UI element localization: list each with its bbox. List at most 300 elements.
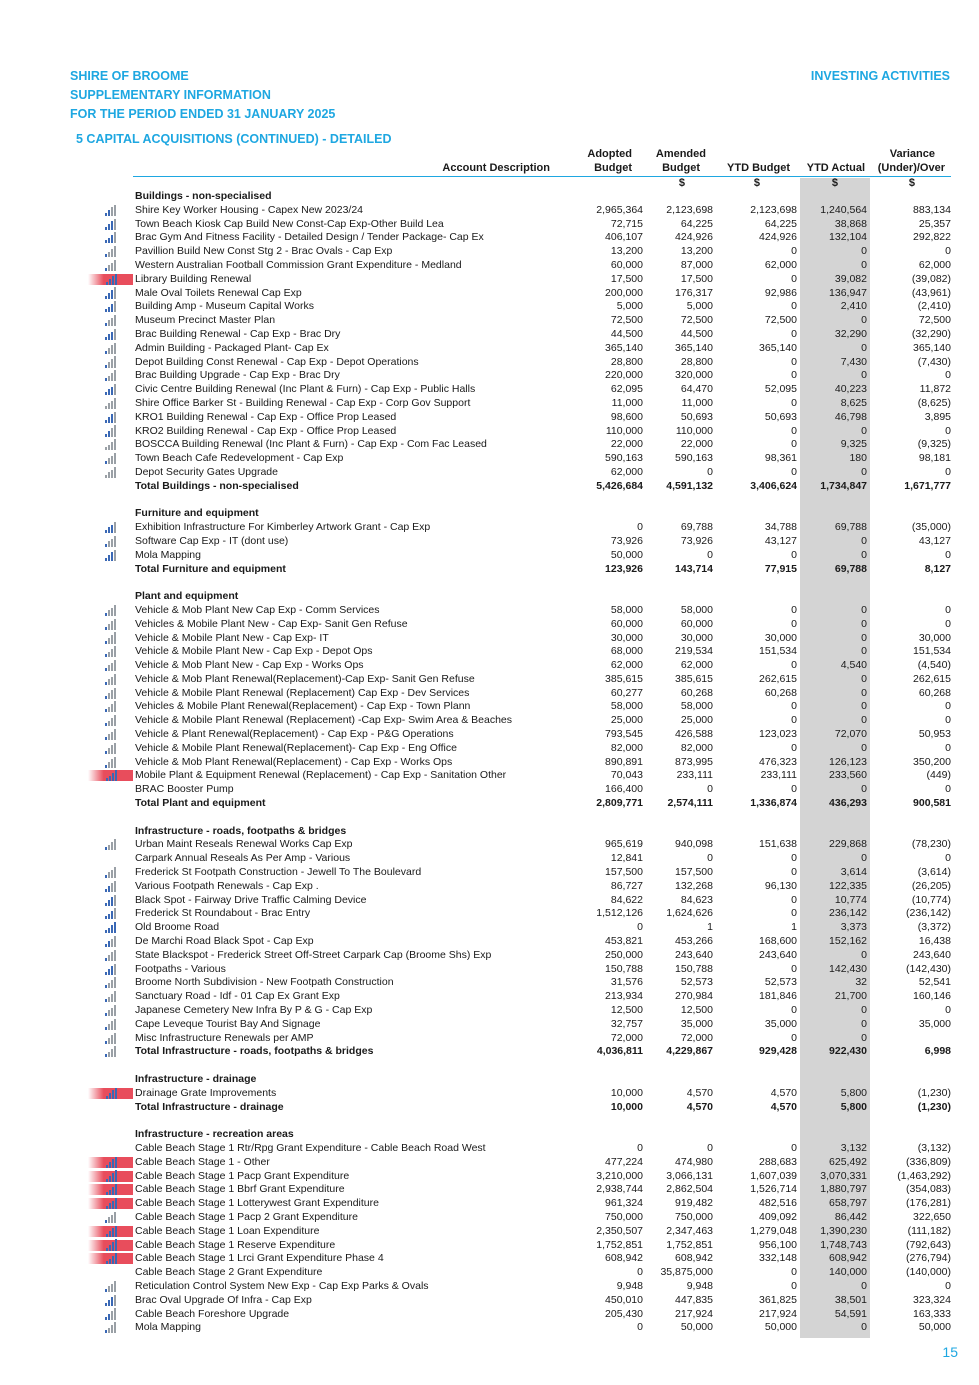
variance-value: 883,134 — [913, 203, 951, 216]
account-description: Urban Maint Reseals Renewal Works Cap Exp — [135, 838, 353, 851]
ytd-budget-value: 1,279,048 — [750, 1224, 797, 1237]
amended-budget-value: 87,000 — [680, 258, 713, 271]
amended-budget-value: 0 — [707, 1141, 713, 1154]
variance-value: 25,357 — [918, 217, 951, 230]
amended-budget-value: 243,640 — [675, 948, 713, 961]
col-variance-1: Variance — [889, 148, 935, 160]
account-description: Total Furniture and equipment — [135, 562, 286, 575]
ytd-actual-value: 126,123 — [829, 755, 867, 768]
adopted-budget-value: 477,224 — [605, 1155, 643, 1168]
report-header — [70, 67, 335, 124]
adopted-budget-value: 406,107 — [605, 231, 643, 244]
ytd-actual-value: 38,501 — [834, 1293, 867, 1306]
bar-signal-icon — [88, 1198, 133, 1209]
bar-signal-icon — [88, 1088, 133, 1099]
account-description: Building Amp - Museum Capital Works — [135, 300, 314, 313]
amended-budget-value: 132,268 — [675, 879, 713, 892]
amended-budget-value: 52,573 — [680, 976, 713, 989]
ytd-actual-value: 7,430 — [840, 355, 867, 368]
adopted-budget-value: 72,715 — [610, 217, 643, 230]
amended-budget-value: 176,317 — [675, 286, 713, 299]
ytd-actual-value: 132,104 — [829, 231, 867, 244]
amended-budget-value: 453,266 — [675, 935, 713, 948]
account-description: Cable Beach Stage 1 Lrci Grant Expenditure Phase 4 — [135, 1252, 384, 1265]
amended-budget-value: 940,098 — [675, 838, 713, 851]
adopted-budget-value: 30,000 — [610, 631, 643, 644]
ytd-actual-value: 0 — [861, 700, 867, 713]
adopted-budget-value: 590,163 — [605, 452, 643, 465]
table-row — [0, 728, 979, 742]
ytd-actual-value: 0 — [861, 548, 867, 561]
variance-value: 292,822 — [913, 231, 951, 244]
variance-value: 163,333 — [913, 1307, 951, 1320]
currency-ytd-budget: $ — [753, 177, 760, 189]
adopted-budget-value: 72,000 — [610, 1031, 643, 1044]
account-description: Vehicles & Mobile Plant New - Cap Exp- Sanit Gen Refuse — [135, 617, 408, 630]
account-description: Shire Key Worker Housing - Capex New 2023/24 — [135, 203, 364, 216]
bar-signal-icon — [103, 301, 118, 312]
amended-budget-value: 30,000 — [680, 631, 713, 644]
variance-value: (140,000) — [906, 1266, 951, 1279]
amended-budget-value: 60,268 — [680, 686, 713, 699]
ytd-actual-value: 39,082 — [834, 272, 867, 285]
adopted-budget-value: 3,210,000 — [596, 1169, 643, 1182]
spacer-row — [0, 576, 979, 590]
ytd-budget-value: 0 — [791, 300, 797, 313]
report-subtitle: SUPPLEMENTARY INFORMATION — [70, 88, 271, 102]
group-heading-row — [0, 1073, 979, 1087]
ytd-budget-value: 168,600 — [759, 935, 797, 948]
bar-signal-icon — [103, 550, 118, 561]
adopted-budget-value: 60,000 — [610, 617, 643, 630]
adopted-budget-value: 10,000 — [610, 1086, 643, 1099]
table-row — [0, 949, 979, 963]
account-description: Cable Beach Stage 1 Lotterywest Grant Expenditure — [135, 1197, 379, 1210]
amended-budget-value: 44,500 — [680, 327, 713, 340]
ytd-budget-value: 62,000 — [764, 258, 797, 271]
amended-budget-value: 22,000 — [680, 438, 713, 451]
amended-budget-value: 60,000 — [680, 617, 713, 630]
variance-value: 0 — [945, 741, 951, 754]
adopted-budget-value: 2,965,364 — [596, 203, 643, 216]
adopted-budget-value: 250,000 — [605, 948, 643, 961]
ytd-budget-value: 0 — [791, 907, 797, 920]
account-description: Infrastructure - roads, footpaths & bridges — [135, 824, 347, 837]
account-description: Mola Mapping — [135, 1321, 201, 1334]
table-row — [0, 245, 979, 259]
variance-value: 0 — [945, 783, 951, 796]
amended-budget-value: 1 — [707, 921, 713, 934]
variance-value: (792,643) — [906, 1238, 951, 1251]
table-row — [0, 1170, 979, 1184]
account-description: Carpark Annual Reseals As Per Amp - Various — [135, 852, 351, 865]
table-row — [0, 1087, 979, 1101]
subtotal-row — [0, 797, 979, 811]
ytd-budget-value: 0 — [791, 741, 797, 754]
ytd-actual-value: 3,614 — [840, 866, 867, 879]
table-row — [0, 604, 979, 618]
ytd-budget-value: 43,127 — [764, 534, 797, 547]
account-description: Cable Beach Foreshore Upgrade — [135, 1307, 290, 1320]
variance-value: 0 — [945, 369, 951, 382]
ytd-budget-value: 1 — [791, 921, 797, 934]
table-row — [0, 383, 979, 397]
variance-value: 0 — [945, 714, 951, 727]
table-row — [0, 1197, 979, 1211]
table-row — [0, 783, 979, 797]
bar-signal-icon — [88, 1157, 133, 1168]
adopted-budget-value: 200,000 — [605, 286, 643, 299]
account-description: Japanese Cemetery New Infra By P & G - Cap Exp — [135, 1004, 373, 1017]
table-row — [0, 356, 979, 370]
variance-value: (78,230) — [911, 838, 951, 851]
table-row — [0, 1321, 979, 1335]
ytd-actual-value: 236,142 — [829, 907, 867, 920]
account-description: Footpaths - Various — [135, 962, 226, 975]
bar-signal-icon — [103, 743, 118, 754]
ytd-budget-value: 0 — [791, 245, 797, 258]
ytd-actual-value: 4,540 — [840, 659, 867, 672]
bar-signal-icon — [88, 1253, 133, 1264]
account-description: Vehicle & Mobile Plant New - Cap Exp - Depot Ops — [135, 645, 373, 658]
account-description: Total Plant and equipment — [135, 797, 266, 810]
group-heading-row — [0, 825, 979, 839]
bar-signal-icon — [103, 1309, 118, 1320]
ytd-actual-value: 2,410 — [840, 300, 867, 313]
bar-signal-icon — [103, 908, 118, 919]
ytd-budget-value: 1,336,874 — [750, 797, 797, 810]
bar-signal-icon — [103, 936, 118, 947]
amended-budget-value: 73,926 — [680, 534, 713, 547]
ytd-actual-value: 32,290 — [834, 327, 867, 340]
spacer-row — [0, 494, 979, 508]
ytd-budget-value: 243,640 — [759, 948, 797, 961]
account-description: Vehicle & Mob Plant Renewal(Replacement) - Cap Exp - Works Ops — [135, 755, 453, 768]
ytd-budget-value: 72,500 — [764, 314, 797, 327]
account-description: Software Cap Exp - IT (dont use) — [135, 534, 289, 547]
account-description: Total Infrastructure - drainage — [135, 1100, 284, 1113]
bar-signal-icon — [103, 329, 118, 340]
adopted-budget-value: 70,043 — [610, 769, 643, 782]
amended-budget-value: 0 — [707, 852, 713, 865]
adopted-budget-value: 365,140 — [605, 341, 643, 354]
adopted-budget-value: 750,000 — [605, 1210, 643, 1223]
variance-value: 3,895 — [924, 410, 951, 423]
adopted-budget-value: 58,000 — [610, 603, 643, 616]
variance-value: 0 — [945, 548, 951, 561]
amended-budget-value: 919,482 — [675, 1197, 713, 1210]
spacer-row — [0, 811, 979, 825]
variance-value: 30,000 — [918, 631, 951, 644]
report-period: FOR THE PERIOD ENDED 31 JANUARY 2025 — [70, 107, 336, 121]
ytd-actual-value: 0 — [861, 686, 867, 699]
ytd-budget-value: 0 — [791, 396, 797, 409]
account-description: Vehicles & Mobile Plant Renewal(Replacement) - Cap Exp - Town Plann — [135, 700, 471, 713]
ytd-actual-value: 0 — [861, 258, 867, 271]
bar-signal-icon — [103, 688, 118, 699]
ytd-budget-value: 0 — [791, 783, 797, 796]
ytd-actual-value: 0 — [861, 1017, 867, 1030]
variance-value: 16,438 — [918, 935, 951, 948]
variance-value: 43,127 — [918, 534, 951, 547]
variance-value: 0 — [945, 603, 951, 616]
ytd-budget-value: 0 — [791, 1004, 797, 1017]
ytd-actual-value: 0 — [861, 631, 867, 644]
bar-signal-icon — [103, 1212, 118, 1223]
ytd-actual-value: 0 — [861, 741, 867, 754]
account-description: Old Broome Road — [135, 921, 220, 934]
table-row — [0, 880, 979, 894]
amended-budget-value: 17,500 — [680, 272, 713, 285]
col-account-description: Account Description — [442, 162, 550, 174]
variance-value: (111,182) — [907, 1224, 951, 1237]
variance-value: (4,540) — [917, 659, 951, 672]
adopted-budget-value: 10,000 — [610, 1100, 643, 1113]
bar-signal-icon — [103, 412, 118, 423]
ytd-actual-value: 3,070,331 — [820, 1169, 867, 1182]
ytd-actual-value: 0 — [861, 1004, 867, 1017]
amended-budget-value: 62,000 — [680, 659, 713, 672]
ytd-actual-value: 0 — [861, 783, 867, 796]
amended-budget-value: 143,714 — [675, 562, 713, 575]
account-description: Cape Leveque Tourist Bay And Signage — [135, 1017, 321, 1030]
ytd-budget-value: 151,534 — [759, 645, 797, 658]
amended-budget-value: 4,229,867 — [666, 1045, 713, 1058]
adopted-budget-value: 72,500 — [610, 314, 643, 327]
account-description: Admin Building - Packaged Plant- Cap Ex — [135, 341, 329, 354]
ytd-budget-value: 217,924 — [759, 1307, 797, 1320]
table-row — [0, 1142, 979, 1156]
table-row — [0, 328, 979, 342]
account-description: Buildings - non-specialised — [135, 190, 272, 202]
amended-budget-value: 2,862,504 — [666, 1183, 713, 1196]
table-row — [0, 1018, 979, 1032]
ytd-budget-value: 0 — [791, 369, 797, 382]
account-description: Museum Precinct Master Plan — [135, 314, 276, 327]
bar-signal-icon — [103, 439, 118, 450]
adopted-budget-value: 58,000 — [610, 700, 643, 713]
ytd-actual-value: 233,560 — [829, 769, 867, 782]
bar-signal-icon — [103, 674, 118, 685]
ytd-actual-value: 40,223 — [834, 383, 867, 396]
bar-signal-icon — [88, 274, 133, 285]
variance-value: (449) — [926, 769, 951, 782]
amended-budget-value: 50,000 — [680, 1321, 713, 1334]
ytd-actual-value: 72,070 — [834, 728, 867, 741]
amended-budget-value: 69,788 — [680, 521, 713, 534]
col-adopted-1: Adopted — [587, 148, 632, 160]
account-description: Vehicle & Mob Plant Renewal(Replacement)-Cap Exp- Sanit Gen Refuse — [135, 672, 475, 685]
variance-value: (276,794) — [906, 1252, 951, 1265]
adopted-budget-value: 62,000 — [610, 659, 643, 672]
ytd-budget-value: 0 — [791, 700, 797, 713]
amended-budget-value: 750,000 — [675, 1210, 713, 1223]
adopted-budget-value: 44,500 — [610, 327, 643, 340]
ytd-actual-value: 180 — [849, 452, 867, 465]
table-row — [0, 894, 979, 908]
adopted-budget-value: 22,000 — [610, 438, 643, 451]
account-description: Vehicle & Mobile Plant Renewal (Replacement) -Cap Exp- Swim Area & Beaches — [135, 714, 513, 727]
table-row — [0, 549, 979, 563]
amended-budget-value: 28,800 — [680, 355, 713, 368]
adopted-budget-value: 0 — [637, 1321, 643, 1334]
account-description: Brac Building Renewal - Cap Exp - Brac Dry — [135, 327, 341, 340]
variance-value: 35,000 — [918, 1017, 951, 1030]
ytd-budget-value: 0 — [791, 272, 797, 285]
table-row — [0, 397, 979, 411]
ytd-budget-value: 0 — [791, 962, 797, 975]
variance-value: 0 — [945, 1279, 951, 1292]
ytd-budget-value: 482,516 — [759, 1197, 797, 1210]
adopted-budget-value: 166,400 — [605, 783, 643, 796]
activity-type: INVESTING ACTIVITIES — [810, 69, 950, 83]
account-description: Black Spot - Fairway Drive Traffic Calming Device — [135, 893, 367, 906]
table-row — [0, 369, 979, 383]
group-heading-row — [0, 590, 979, 604]
table-row — [0, 838, 979, 852]
table-row — [0, 1294, 979, 1308]
ytd-budget-value: 0 — [791, 1141, 797, 1154]
ytd-budget-value: 424,926 — [759, 231, 797, 244]
table-row — [0, 452, 979, 466]
amended-budget-value: 72,000 — [680, 1031, 713, 1044]
account-description: Various Footpath Renewals - Cap Exp . — [135, 879, 319, 892]
ytd-budget-value: 3,406,624 — [750, 479, 797, 492]
ytd-actual-value: 0 — [861, 245, 867, 258]
account-description: Library Building Renewal — [135, 272, 252, 285]
ytd-budget-value: 34,788 — [764, 521, 797, 534]
account-description: Western Australian Football Commission Grant Expenditure - Medland — [135, 258, 462, 271]
table-row — [0, 866, 979, 880]
account-description: Mola Mapping — [135, 548, 201, 561]
variance-value: 0 — [945, 700, 951, 713]
col-adopted-2: Budget — [594, 162, 632, 174]
amended-budget-value: 320,000 — [675, 369, 713, 382]
table-row — [0, 535, 979, 549]
amended-budget-value: 25,000 — [680, 714, 713, 727]
account-description: Infrastructure - drainage — [135, 1073, 257, 1085]
ytd-budget-value: 4,570 — [770, 1100, 797, 1113]
table-row — [0, 921, 979, 935]
amended-budget-value: 590,163 — [675, 452, 713, 465]
variance-value: 322,650 — [913, 1210, 951, 1223]
currency-row — [0, 177, 979, 190]
ytd-budget-value: 0 — [791, 465, 797, 478]
ytd-actual-value: 152,162 — [829, 935, 867, 948]
bar-signal-icon — [103, 246, 118, 257]
table-row — [0, 659, 979, 673]
ytd-actual-value: 608,942 — [829, 1252, 867, 1265]
bar-signal-icon — [88, 1184, 133, 1195]
table-row — [0, 411, 979, 425]
account-description: Vehicle & Plant Renewal(Replacement) - Cap Exp - P&G Operations — [135, 728, 454, 741]
currency-amended: $ — [678, 177, 685, 189]
adopted-budget-value: 157,500 — [605, 866, 643, 879]
table-row — [0, 314, 979, 328]
subtotal-row — [0, 480, 979, 494]
ytd-budget-value: 956,100 — [759, 1238, 797, 1251]
variance-value: 262,615 — [913, 672, 951, 685]
variance-value: (8,625) — [917, 396, 951, 409]
adopted-budget-value: 2,938,744 — [596, 1183, 643, 1196]
account-description: Cable Beach Stage 1 Pacp 2 Grant Expenditure — [135, 1210, 358, 1223]
ytd-budget-value: 0 — [791, 1031, 797, 1044]
bar-signal-icon — [103, 729, 118, 740]
ytd-actual-value: 69,788 — [834, 562, 867, 575]
account-description: Town Beach Kiosk Cap Build New Const-Cap Exp-Other Build Lea — [135, 217, 444, 230]
bar-signal-icon — [103, 260, 118, 271]
ytd-actual-value: 122,335 — [829, 879, 867, 892]
amended-budget-value: 219,534 — [675, 645, 713, 658]
amended-budget-value: 5,000 — [686, 300, 713, 313]
amended-budget-value: 150,788 — [675, 962, 713, 975]
amended-budget-value: 64,470 — [680, 383, 713, 396]
ytd-actual-value: 140,000 — [829, 1266, 867, 1279]
amended-budget-value: 35,000 — [680, 1017, 713, 1030]
col-ytd-budget: YTD Budget — [727, 162, 790, 174]
account-description: Mobile Plant & Equipment Renewal (Replacement) - Cap Exp - Sanitation Other — [135, 769, 507, 782]
bar-signal-icon — [103, 1281, 118, 1292]
ytd-budget-value: 0 — [791, 438, 797, 451]
variance-value: 0 — [945, 424, 951, 437]
table-row — [0, 1225, 979, 1239]
page-number: 15 — [942, 1344, 958, 1360]
amended-budget-value: 11,000 — [681, 396, 713, 409]
variance-value: 6,998 — [924, 1045, 951, 1058]
adopted-budget-value: 0 — [637, 1141, 643, 1154]
bar-signal-icon — [103, 384, 118, 395]
adopted-budget-value: 110,000 — [605, 424, 643, 437]
account-description: Brac Gym And Fitness Facility - Detailed Design / Tender Package- Cap Ex — [135, 231, 484, 244]
variance-value: 900,581 — [913, 797, 951, 810]
amended-budget-value: 873,995 — [675, 755, 713, 768]
account-description: Total Infrastructure - roads, footpaths & bridges — [135, 1045, 374, 1058]
amended-budget-value: 2,347,463 — [666, 1224, 713, 1237]
bar-signal-icon — [103, 536, 118, 547]
bar-signal-icon — [103, 605, 118, 616]
variance-value: (354,083) — [906, 1183, 951, 1196]
adopted-budget-value: 31,576 — [610, 976, 643, 989]
ytd-actual-value: 922,430 — [829, 1045, 867, 1058]
ytd-actual-value: 0 — [861, 314, 867, 327]
adopted-budget-value: 965,619 — [605, 838, 643, 851]
amended-budget-value: 13,200 — [680, 245, 713, 258]
table-row — [0, 1280, 979, 1294]
bar-signal-icon — [103, 922, 118, 933]
adopted-budget-value: 213,934 — [605, 990, 643, 1003]
table-row — [0, 907, 979, 921]
account-description: Broome North Subdivision - New Footpath Construction — [135, 976, 394, 989]
account-description: Pavillion Build New Const Stg 2 - Brac Ovals - Cap Exp — [135, 245, 393, 258]
account-description: Cable Beach Stage 1 Reserve Expenditure — [135, 1238, 336, 1251]
ytd-actual-value: 0 — [861, 341, 867, 354]
ytd-actual-value: 5,800 — [840, 1086, 867, 1099]
bar-signal-icon — [103, 964, 118, 975]
table-row — [0, 990, 979, 1004]
table-row — [0, 438, 979, 452]
ytd-actual-value: 5,800 — [840, 1100, 867, 1113]
account-description: Cable Beach Stage 1 - Other — [135, 1155, 270, 1168]
amended-budget-value: 1,752,851 — [666, 1238, 713, 1251]
adopted-budget-value: 98,600 — [610, 410, 643, 423]
bar-signal-icon — [103, 881, 118, 892]
table-row — [0, 1308, 979, 1322]
table-row — [0, 521, 979, 535]
group-heading-row — [0, 1128, 979, 1142]
ytd-actual-value: 0 — [861, 645, 867, 658]
ytd-budget-value: 30,000 — [764, 631, 797, 644]
variance-value: 98,181 — [918, 452, 951, 465]
